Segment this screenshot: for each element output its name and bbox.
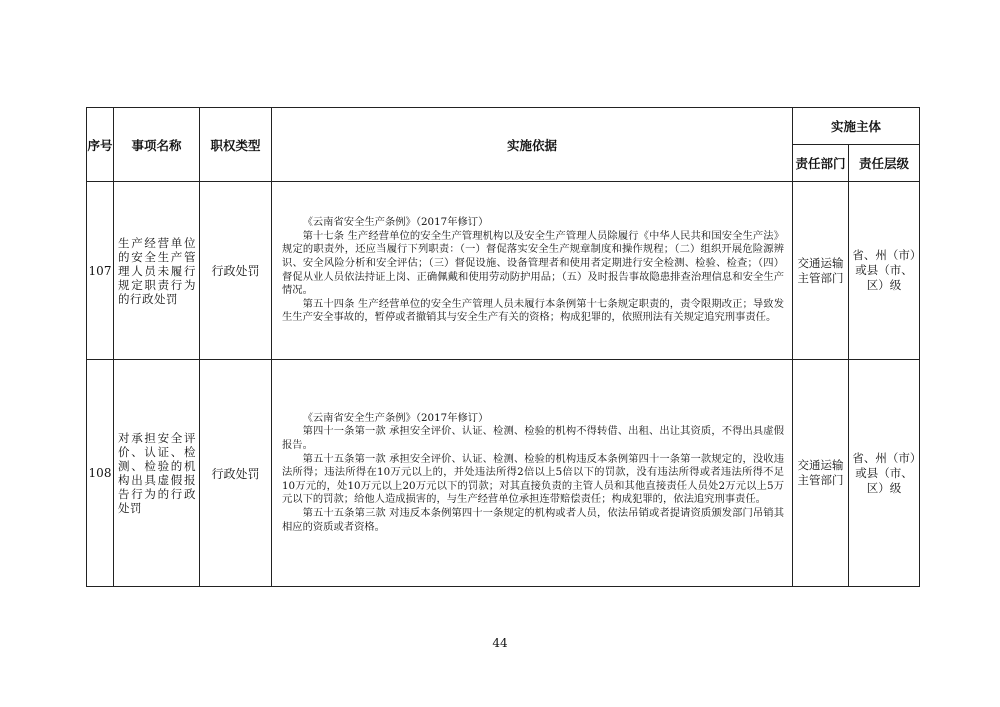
row-responsible-level: 省、州（市）或县（市、区）级 — [849, 360, 920, 587]
header-seq: 序号 — [87, 108, 114, 182]
row-responsible-dept: 交通运输主管部门 — [793, 360, 849, 587]
basis-paragraph: 《云南省安全生产条例》（2017年修订） — [302, 411, 489, 424]
row-seq: 107 — [87, 182, 114, 360]
row-legal-basis — [272, 182, 793, 360]
basis-paragraph: 《云南省安全生产条例》（2017年修订） — [302, 216, 489, 229]
header-responsible-level: 责任层级 — [849, 145, 920, 182]
row-responsible-level: 省、州（市）或县（市、区）级 — [849, 182, 920, 360]
basis-paragraph: 第四十一条第一款 承担安全评价、认证、检测、检验的机构不得转借、出租、出让其资质，不得出具虚假报告。 — [282, 425, 784, 452]
header-item-name: 事项名称 — [114, 108, 200, 182]
basis-paragraph: 第五十五条第一款 承担安全评价、认证、检测、检验的机构违反本条例第四十一条第一款规定的，没收违法所得；违法所得在10万元以上的，并处违法所得2倍以上5倍以下的罚款，没有违法所得或者违法所得不足10万元的，处10万元以上20万元以下的罚款；对其直接负责的主管人员和其他直接责任人员处2万元以上5万元以下的罚款；给他人造成损害的，与生产经营单位承担连带赔偿责任；构成犯罪的，依法追究刑事责任。 — [282, 452, 784, 506]
header-responsible-dept: 责任部门 — [793, 145, 849, 182]
row-item-name: 生产经营单位的安全生产管理人员未履行规定职责行为的行政处罚 — [114, 182, 200, 360]
row-legal-basis — [272, 360, 793, 587]
enforcement-table — [86, 107, 920, 587]
header-power-type: 职权类型 — [200, 108, 272, 182]
row-item-name: 对承担安全评价、认证、检测、检验的机构出具虚假报告行为的行政处罚 — [114, 360, 200, 587]
header-legal-basis: 实施依据 — [272, 108, 793, 182]
row-power-type: 行政处罚 — [200, 182, 272, 360]
page-number: 44 — [492, 636, 508, 650]
header-implementing-subject: 实施主体 — [793, 108, 920, 145]
basis-paragraph: 第五十四条 生产经营单位的安全生产管理人员未履行本条例第十七条规定职责的，责令限期改正；导致发生生产安全事故的，暂停或者撤销其与安全生产有关的资格；构成犯罪的，依照刑法有关规定追究刑事责任。 — [282, 297, 784, 324]
row-seq: 108 — [87, 360, 114, 587]
basis-paragraph: 第十七条 生产经营单位的安全生产管理机构以及安全生产管理人员除履行《中华人民共和国安全生产法》规定的职责外，还应当履行下列职责：（一）督促落实安全生产规章制度和操作规程；（二）组织开展危险源辨识、安全风险分析和安全评估；（三）督促设施、设备管理者和使用者定期进行安全检测、检验、检查；（四）督促从业人员依法持证上岗、正确佩戴和使用劳动防护用品；（五）及时报告事故隐患排查治理信息和安全生产情况。 — [282, 229, 784, 297]
row-responsible-dept: 交通运输主管部门 — [793, 182, 849, 360]
table-row — [87, 360, 920, 587]
basis-paragraph: 第五十五条第三款 对违反本条例第四十一条规定的机构或者人员，依法吊销或者提请资质颁发部门吊销其相应的资质或者资格。 — [282, 506, 784, 533]
row-power-type: 行政处罚 — [200, 360, 272, 587]
table-row — [87, 182, 920, 360]
